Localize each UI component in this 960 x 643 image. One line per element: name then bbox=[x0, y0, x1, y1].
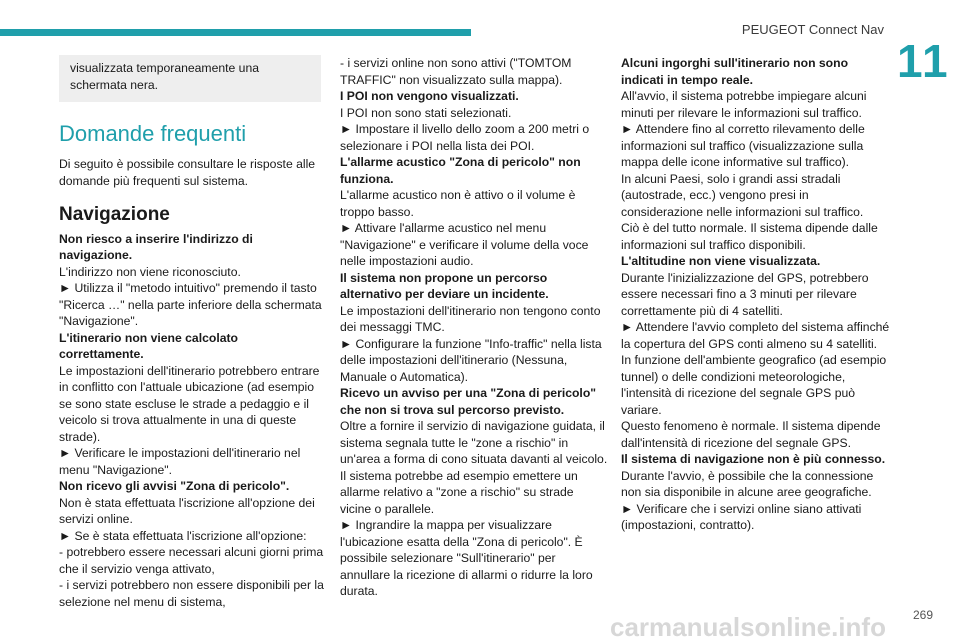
section-title: Domande frequenti bbox=[59, 121, 247, 146]
column-2 bbox=[340, 55, 608, 600]
faq-answer: Non è stata effettuata l'iscrizione all'opzione dei servizi online. bbox=[59, 495, 315, 527]
header-title: PEUGEOT Connect Nav bbox=[741, 22, 884, 37]
faq-answer: Le impostazioni dell'itinerario non tengono conto dei messaggi TMC. bbox=[340, 303, 601, 334]
faq-question: Non ricevo gli avvisi "Zona di pericolo". bbox=[59, 479, 290, 494]
col3-blocks bbox=[621, 55, 893, 534]
faq-question: I POI non vengono visualizzati. bbox=[340, 89, 519, 103]
faq-answer: L'allarme acustico non è attivo o il volume è troppo basso. bbox=[340, 188, 576, 219]
col1-blocks bbox=[59, 231, 324, 611]
faq-question: Il sistema di navigazione non è più connesso. bbox=[621, 452, 886, 466]
faq-answer: Durante l'inizializzazione del GPS, potrebbero essere necessari fino a 3 minuti per rilevare correttamente più di 4 satelliti. bbox=[621, 270, 869, 318]
faq-question: Non riesco a inserire l'indirizzo di navigazione. bbox=[59, 231, 253, 263]
faq-answer: Oltre a fornire il servizio di navigazione guidata, il sistema segnala tutte le "zone a rischio" in un'area a forma di cono situata davanti al veicolo. Il sistema potrebbe ad esempio emettere un allarme relativo a "zone a rischio" su strade vicine o parallele. bbox=[340, 419, 608, 516]
faq-answer: ► Attendere l'avvio completo del sistema affinché la copertura del GPS conti almeno su 4 satelliti. bbox=[621, 320, 890, 351]
faq-answer: ► Configurare la funzione "Info-traffic" nella lista delle impostazioni dell'itinerario (Nessuna, Manuale o Automatica). bbox=[340, 336, 602, 384]
faq-answer: In funzione dell'ambiente geografico (ad esempio tunnel) o delle condizioni meteorologiche, l'intensità di ricezione del segnale GPS può variare. bbox=[621, 353, 887, 417]
faq-answer: In alcuni Paesi, solo i grandi assi stradali (autostrade, ecc.) vengono presi in considerazione nelle informazioni sul traffico. bbox=[621, 171, 864, 219]
subsection-title: Navigazione bbox=[59, 204, 170, 226]
column-1 bbox=[59, 55, 324, 610]
faq-answer: - i servizi online non sono attivi ("TOMTOM TRAFFIC" non visualizzato sulla mappa). bbox=[340, 56, 572, 87]
faq-answer: ► Attendere fino al corretto rilevamento delle informazioni sul traffico (visualizzazione sulla mappa delle icone informative sul traffico). bbox=[621, 122, 865, 169]
faq-answer: Ciò è del tutto normale. Il sistema dipende dalle informazioni sul traffico disponibili. bbox=[621, 221, 878, 252]
faq-answer: ► Verificare che i servizi online siano attivati (impostazioni, contratto). bbox=[621, 501, 862, 532]
faq-answer: All'avvio, il sistema potrebbe impiegare alcuni minuti per rilevare le informazioni sul traffico. bbox=[621, 89, 867, 120]
faq-answer: ► Attivare l'allarme acustico nel menu "Navigazione" e verificare il volume della voce nelle impostazioni audio. bbox=[340, 221, 589, 268]
faq-answer: - i servizi potrebbero non essere disponibili per la selezione nel menu di sistema, bbox=[59, 578, 324, 609]
col2-blocks bbox=[340, 55, 608, 600]
section-intro: Di seguito è possibile consultare le risposte alle domande più frequenti sul sistema. bbox=[59, 157, 316, 188]
faq-answer: I POI non sono stati selezionati. bbox=[340, 105, 512, 120]
faq-answer: ► Impostare il livello dello zoom a 200 metri o selezionare i POI nella lista dei POI. bbox=[340, 122, 590, 153]
faq-answer: L'indirizzo non viene riconosciuto. bbox=[59, 264, 241, 279]
faq-answer: Questo fenomeno è normale. Il sistema dipende dall'intensità di ricezione del segnale GPS. bbox=[621, 419, 881, 450]
faq-question: Alcuni ingorghi sull'itinerario non sono indicati in tempo reale. bbox=[621, 56, 849, 87]
page-number: 269 bbox=[913, 608, 934, 622]
faq-answer: ► Verificare le impostazioni dell'itinerario nel menu "Navigazione". bbox=[59, 446, 301, 477]
faq-answer: Le impostazioni dell'itinerario potrebbero entrare in conflitto con l'attuale ubicazione (ad esempio se sono state escluse le strade a pedaggio e il veicolo si trova attualmente in una di queste strade). bbox=[59, 363, 320, 444]
faq-answer: ► Utilizza il "metodo intuitivo" premendo il tasto "Ricerca …" nella parte inferiore della schermata "Navigazione". bbox=[59, 281, 322, 329]
note-text: visualizzata temporaneamente una schermata nera. bbox=[70, 61, 260, 92]
faq-answer: ► Se è stata effettuata l'iscrizione all'opzione: bbox=[59, 528, 307, 543]
watermark: carmanualsonline.info bbox=[610, 612, 886, 642]
faq-question: L'allarme acustico "Zona di pericolo" non funziona. bbox=[340, 155, 581, 186]
column-3 bbox=[621, 55, 893, 534]
chapter-number: 11 bbox=[897, 35, 950, 87]
faq-answer: - potrebbero essere necessari alcuni giorni prima che il servizio venga attivato, bbox=[59, 545, 324, 576]
faq-question: Il sistema non propone un percorso alternativo per deviare un incidente. bbox=[340, 270, 549, 301]
note-box bbox=[59, 55, 321, 102]
faq-question: L'altitudine non viene visualizzata. bbox=[621, 254, 821, 268]
faq-answer: ► Ingrandire la mappa per visualizzare l'ubicazione esatta della "Zona di pericolo". È possibile selezionare "Sull'itinerario" per annullare la ricezione di allarmi o ridurre la loro durata. bbox=[340, 518, 593, 598]
faq-question: Ricevo un avviso per una "Zona di pericolo" che non si trova sul percorso previsto. bbox=[340, 386, 597, 417]
faq-answer: Durante l'avvio, è possibile che la connessione non sia disponibile in alcune aree geografiche. bbox=[621, 468, 874, 499]
faq-question: L'itinerario non viene calcolato correttamente. bbox=[59, 330, 238, 362]
header-accent-bar bbox=[0, 29, 471, 36]
